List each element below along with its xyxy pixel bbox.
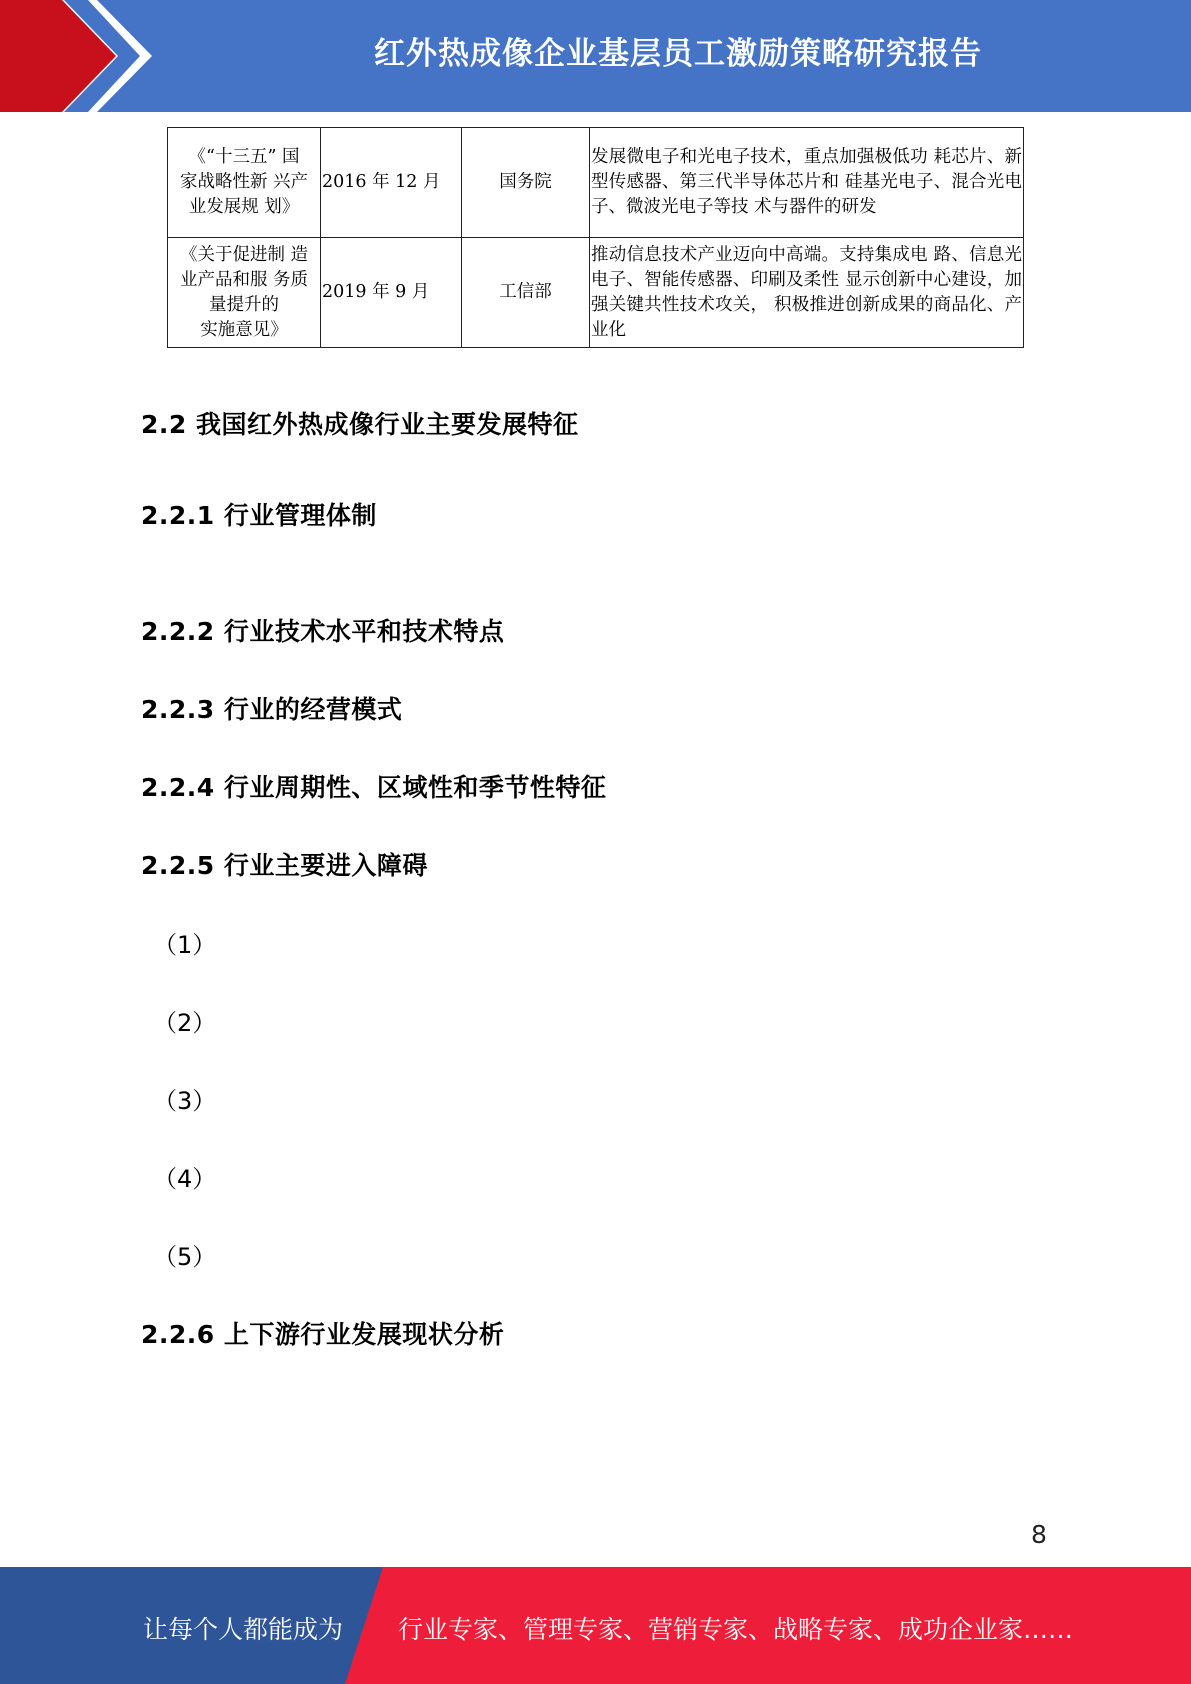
page-number: 8 [1031,1520,1047,1549]
footer-slogan-right: 行业专家、管理专家、营销专家、战略专家、成功企业家…… [398,1615,1074,1644]
policy-name-line: 家战略性新 兴产 [179,172,309,192]
policy-date-cell: 2016 年 12 月 [321,128,462,238]
policy-table [167,127,1024,348]
policy-name-line: 实施意见》 [200,319,288,340]
policy-content-cell: 发展微电子和光电子技术，重点加强极低功 耗芯片、新型传感器、第三代半导体芯片和 硅基光电子、混合光电子、微波光电子等技 术与器件的研发 [590,128,1024,238]
section-heading-2-2-1: 2.2.1 行业管理体制 [141,501,377,530]
policy-name-line: 《“十三五” 国 [188,147,300,167]
policy-name-cell [168,238,321,348]
policy-org-cell: 工信部 [462,238,590,348]
policy-name-line: 量提升的 [209,294,279,315]
list-item: （4） [153,1165,217,1193]
policy-name-cell [168,128,321,238]
section-heading-2-2-6: 2.2.6 上下游行业发展现状分析 [141,1320,505,1349]
page-header [0,0,1191,112]
section-heading-2-2-4: 2.2.4 行业周期性、区域性和季节性特征 [141,773,607,802]
policy-name-line: 业发展规 划》 [188,197,300,217]
section-heading-2-2-2: 2.2.2 行业技术水平和技术特点 [141,617,505,646]
report-title: 红外热成像企业基层员工激励策略研究报告 [374,36,982,72]
policy-org-cell: 国务院 [462,128,590,238]
list-item: （5） [153,1243,217,1271]
list-item: （3） [153,1087,217,1115]
footer-slogan-left: 让每个人都能成为 [143,1615,344,1644]
table-row [168,238,1024,348]
page-footer [0,1567,1191,1684]
policy-name-line: 《关于促进制 造 [179,244,309,265]
policy-content-cell: 推动信息技术产业迈向中高端。支持集成电 路、信息光电子、智能传感器、印刷及柔性 显示创新中心建设，加强关键共性技术攻关， 积极推进创新成果的商品化、产业化 [590,238,1024,348]
policy-name-line: 业产品和服 务质 [179,269,309,290]
list-item: （2） [153,1009,217,1037]
section-heading-2-2-3: 2.2.3 行业的经营模式 [141,695,403,724]
section-heading-2-2-5: 2.2.5 行业主要进入障碍 [141,851,428,880]
table-row [168,128,1024,238]
section-heading-2-2: 2.2 我国红外热成像行业主要发展特征 [141,410,579,439]
policy-date-cell: 2019 年 9 月 [321,238,462,348]
list-item: （1） [153,931,217,959]
